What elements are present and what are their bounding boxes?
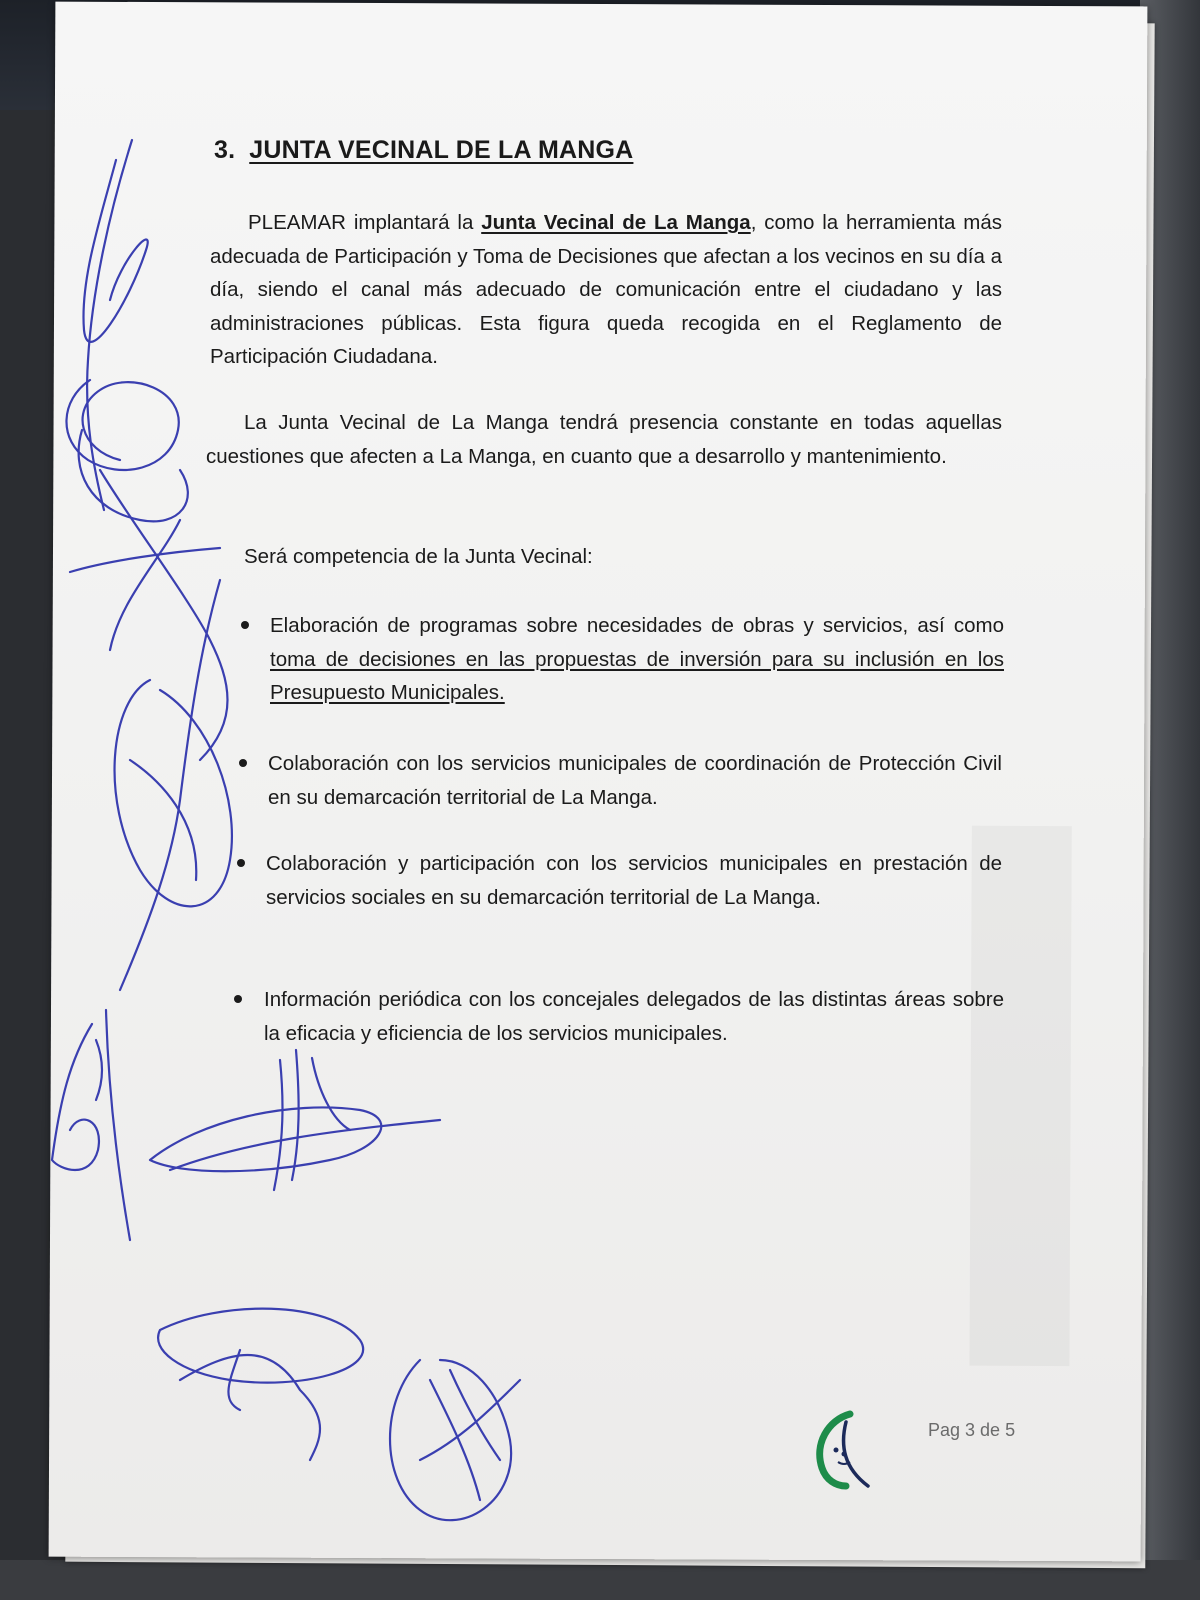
section-number: 3.: [214, 136, 236, 164]
paragraph-pleamar: [210, 206, 1002, 374]
paragraph-presencia: La Junta Vecinal de La Manga tendrá presencia constante en todas aquellas cuestiones que afecten a La Manga, en cuanto que a desarrollo y mantenimiento.: [206, 411, 1002, 468]
section-heading: [214, 136, 633, 165]
underlined-text: toma de decisiones en las propuestas de inversión para su inclusión en los Presupuesto Municipales.: [270, 647, 1004, 704]
bullet-dot: [241, 621, 249, 629]
bullet-dot: [239, 759, 247, 767]
list-item-text: Elaboración de programas sobre necesidades de obras y servicios, así como: [270, 614, 1004, 637]
page-number: Pag 3 de 5: [928, 1420, 1016, 1440]
list-item-programas: [270, 609, 1004, 710]
junta-vecinal-emphasis: Junta Vecinal de La Manga: [481, 211, 751, 234]
list-item-servicios-sociales: Colaboración y participación con los servicios municipales en prestación de servicios sociales en su demarcación territorial de La Manga.: [266, 852, 1002, 909]
section-title: JUNTA VECINAL DE LA MANGA: [249, 136, 634, 164]
paragraph-text-start: PLEAMAR implantará la: [248, 211, 482, 234]
party-logo-icon: [810, 1410, 880, 1500]
list-item-proteccion-civil: Colaboración con los servicios municipales de coordinación de Protección Civil en su demarcación territorial de La Manga.: [268, 752, 1002, 809]
competencias-intro: Será competencia de la Junta Vecinal:: [244, 545, 593, 568]
bullet-dot: [237, 859, 245, 867]
paragraph-text-end: , como la herramienta más adecuada de Participación y Toma de Decisiones que afectan a los vecinos en su día a día, siendo el canal más adecuado de comunicación entre el ciudadano y las administraciones públicas. Esta figura queda recogida en el Reglamento de Participación Ciudadana.: [210, 211, 1002, 368]
list-item-informacion: Información periódica con los concejales delegados de las distintas áreas sobre la eficacia y eficiencia de los servicios municipales.: [264, 988, 1004, 1045]
bullet-dot: [234, 995, 242, 1003]
